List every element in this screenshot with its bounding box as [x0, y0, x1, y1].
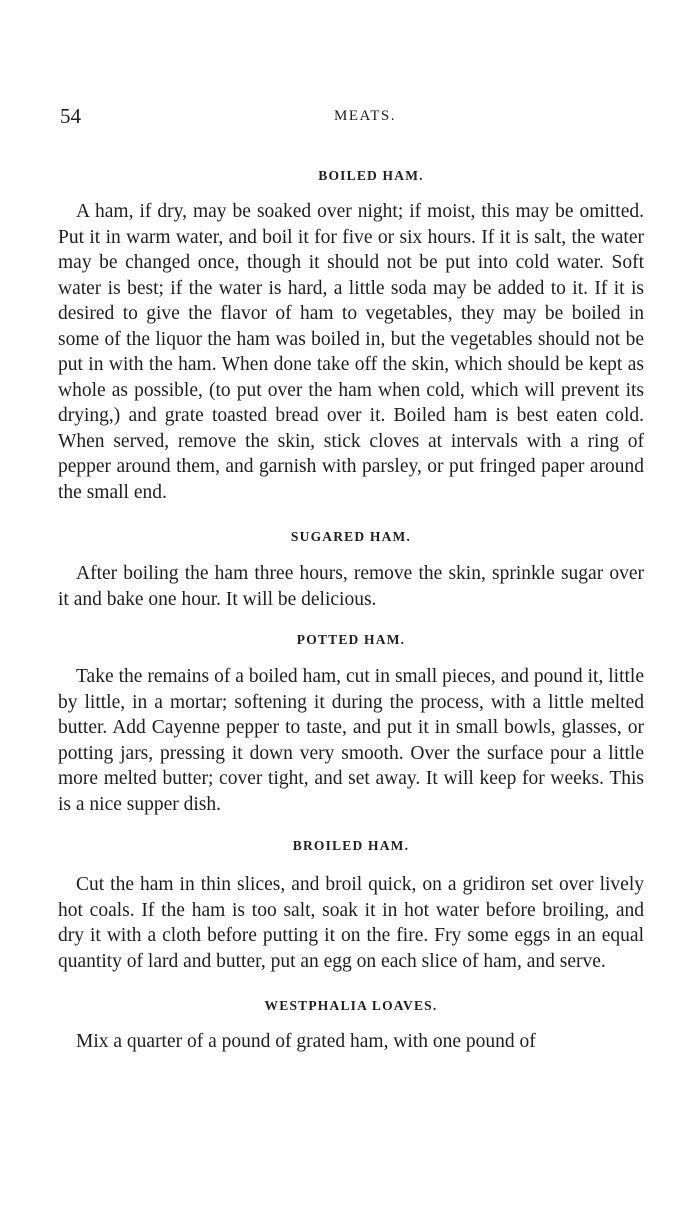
- section-heading-boiled-ham: BOILED HAM.: [318, 168, 424, 183]
- section-heading-westphalia-loaves: WESTPHALIA LOAVES.: [264, 998, 438, 1013]
- running-title: MEATS.: [334, 108, 396, 124]
- paragraph-westphalia-loaves: Mix a quarter of a pound of grated ham, with one pound of: [76, 1031, 536, 1052]
- running-head: [60, 104, 650, 134]
- section-heading-broiled-ham: BROILED HAM.: [292, 838, 410, 853]
- section-heading-potted-ham: POTTED HAM.: [296, 632, 406, 647]
- page-number: 54: [60, 104, 81, 128]
- paragraph-potted-ham: Take the remains of a boiled ham, cut in small pieces, and pound it, little by little, in a mortar; softening it during the process, with a little melted butter. Add Cayenne pepper to taste, and put it in small bowls, glasses, or potting jars, pressing it down very smooth. Over the surface pour a little more melted butter; cover tight, and set away. It will keep for weeks. This is a nice supper dish.: [58, 666, 644, 815]
- paragraph-broiled-ham: Cut the ham in thin slices, and broil quick, on a gridiron set over lively hot coals. If the ham is too salt, soak it in hot water before broiling, and dry it with a cloth before putting it on the fire. Fry some eggs in an equal quantity of lard and butter, put an egg on each slice of ham, and serve.: [58, 874, 644, 972]
- paragraph-sugared-ham: After boiling the ham three hours, remove the skin, sprinkle sugar over it and bake one hour. It will be delicious.: [58, 563, 644, 610]
- page-body: [58, 166, 644, 1055]
- paragraph-boiled-ham: A ham, if dry, may be soaked over night; if moist, this may be omitted. Put it in warm water, and boil it for five or six hours. If it is salt, the water may be changed once, though it should not be put into cold water. Soft water is best; if the water is hard, a little soda may be added to it. If it is desired to give the flavor of ham to vegetables, they may be boiled in some of the liquor the ham was boiled in, but the vegetables should not be put in with the ham. When done take off the skin, which should be kept as whole as possible, (to put over the ham when cold, which will prevent its drying,) and grate toasted bread over it. Boiled ham is best eaten cold. When served, remove the skin, stick cloves at intervals with a ring of pepper around them, and garnish with parsley, or put fringed paper around the small end.: [58, 201, 644, 503]
- section-heading-sugared-ham: SUGARED HAM.: [290, 529, 412, 544]
